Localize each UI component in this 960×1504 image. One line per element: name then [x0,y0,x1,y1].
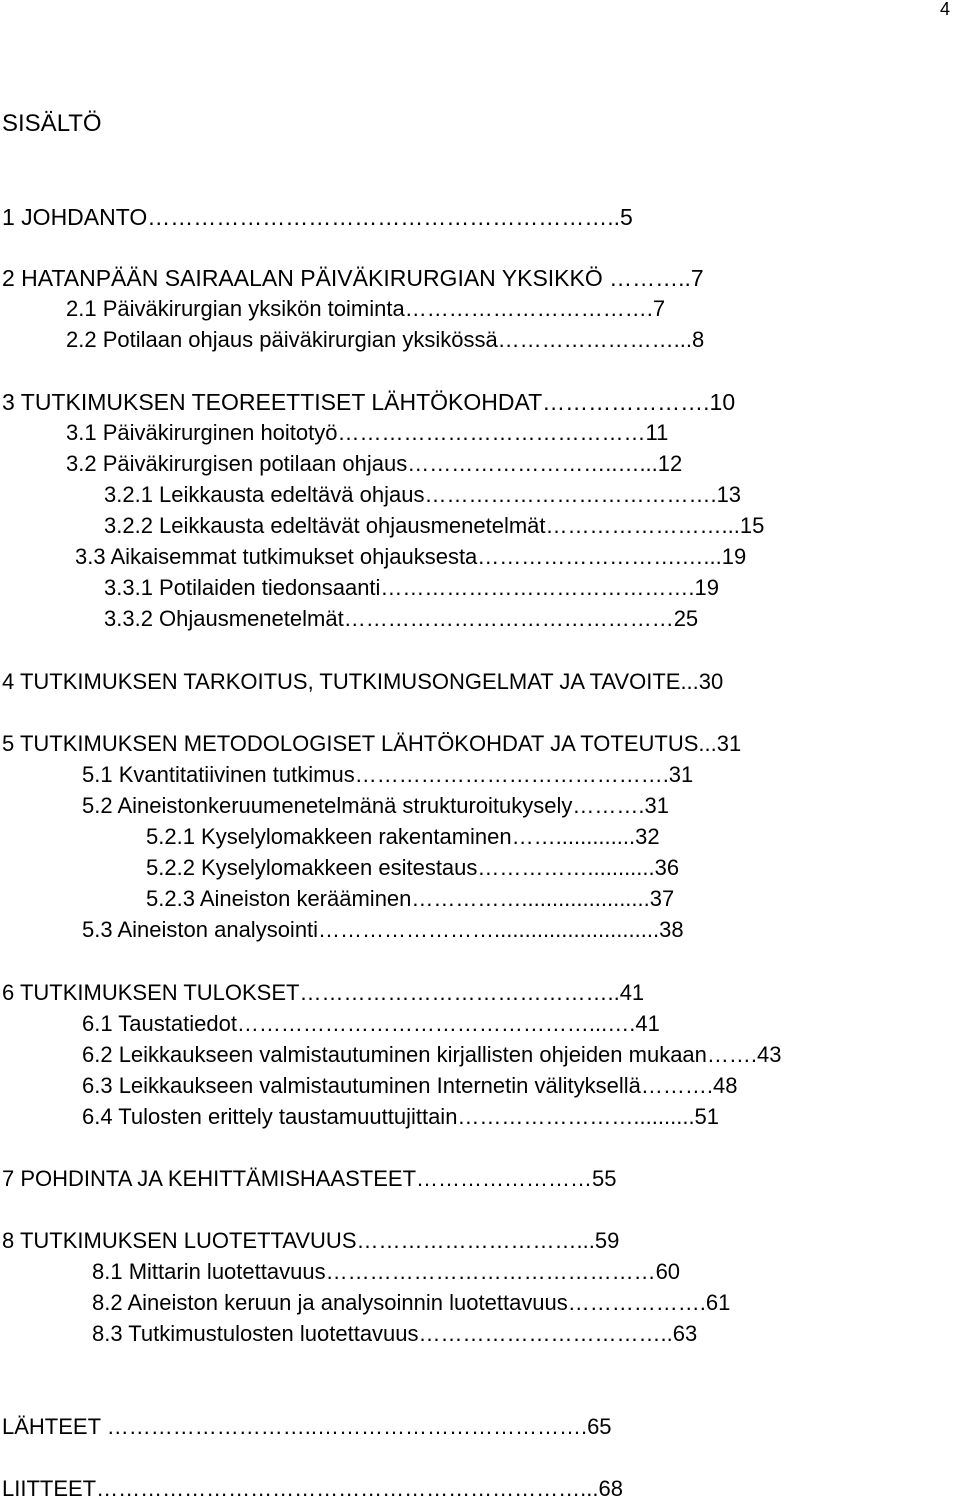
toc-entry-6-2[interactable]: 6.2 Leikkaukseen valmistautuminen kirjallisten ohjeiden mukaan…….43 [82,1042,782,1067]
toc-entry-8-1[interactable]: 8.1 Mittarin luotettavuus………………………………………60 [92,1259,681,1284]
toc-entry-5[interactable]: 5 TUTKIMUKSEN METODOLOGISET LÄHTÖKOHDAT JA TOTEUTUS...31 [2,731,742,756]
toc-entry-3-2[interactable]: 3.2 Päiväkirurgisen potilaan ohjaus………………………..…...12 [66,451,683,476]
toc-entry-5-2[interactable]: 5.2 Aineistonkeruumenetelmänä strukturoitukysely……….31 [82,793,669,818]
toc-entry-1[interactable]: 1 JOHDANTO……………………………………………………..5 [2,204,633,230]
toc-entry-3-3[interactable]: 3.3 Aikaisemmat tutkimukset ohjauksesta……………………….…...19 [75,544,747,569]
toc-entry-3-2-2[interactable]: 3.2.2 Leikkausta edeltävät ohjausmenetelmät……………………...15 [104,513,765,538]
toc-entry-6-4[interactable]: 6.4 Tulosten erittely taustamuuttujittain……………………..........51 [82,1104,720,1129]
toc-entry-2-1[interactable]: 2.1 Päiväkirurgian yksikön toiminta…………………………….7 [66,296,666,321]
toc-entry-5-2-3[interactable]: 5.2.3 Aineiston kerääminen…………….....................37 [146,886,675,911]
page-number: 4 [939,0,950,19]
toc-entry-7[interactable]: 7 POHDINTA JA KEHITTÄMISHAASTEET……………………55 [2,1166,617,1191]
toc-entry-lahteet[interactable]: LÄHTEET ………………………..……………………………….65 [2,1414,612,1439]
toc-entry-5-3[interactable]: 5.3 Aineiston analysointi……………………...........................38 [82,917,684,942]
toc-entry-3-3-2[interactable]: 3.3.2 Ohjausmenetelmät………………………………………25 [104,606,699,631]
toc-entry-3-2-1[interactable]: 3.2.1 Leikkausta edeltävä ohjaus………………………………….13 [104,482,742,507]
toc-entry-8-3[interactable]: 8.3 Tutkimustulosten luotettavuus……………………………..63 [92,1321,698,1346]
toc-entry-6-3[interactable]: 6.3 Leikkaukseen valmistautuminen Internetin välityksellä……….48 [82,1073,738,1098]
toc-entry-4[interactable]: 4 TUTKIMUKSEN TARKOITUS, TUTKIMUSONGELMAT JA TAVOITE...30 [2,669,724,694]
toc-entry-liitteet[interactable]: LIITTEET…………………………………………………………...68 [2,1476,623,1501]
toc-entry-3[interactable]: 3 TUTKIMUKSEN TEOREETTISET LÄHTÖKOHDAT………………….10 [2,389,736,415]
toc-entry-5-2-2[interactable]: 5.2.2 Kyselylomakkeen esitestaus……………...........36 [146,855,680,880]
toc-entry-5-2-1[interactable]: 5.2.1 Kyselylomakkeen rakentaminen…….............32 [146,824,660,849]
toc-entry-3-3-1[interactable]: 3.3.1 Potilaiden tiedonsaanti…………………………………….19 [104,575,720,600]
toc-entry-8[interactable]: 8 TUTKIMUKSEN LUOTETTAVUUS…………………………...59 [2,1228,620,1253]
toc-entry-6[interactable]: 6 TUTKIMUKSEN TULOKSET……………………………………..41 [2,980,645,1005]
toc-entry-2[interactable]: 2 HATANPÄÄN SAIRAALAN PÄIVÄKIRURGIAN YKSIKKÖ ………..7 [2,265,704,291]
toc-entry-3-1[interactable]: 3.1 Päiväkirurginen hoitotyö……………………………………11 [66,420,669,445]
toc-entry-2-2[interactable]: 2.2 Potilaan ohjaus päiväkirurgian yksikössä……………………...8 [66,327,705,352]
toc-entry-5-1[interactable]: 5.1 Kvantitatiivinen tutkimus…………………………………….31 [82,762,694,787]
toc-entry-6-1[interactable]: 6.1 Taustatiedot…………………………………………...….41 [82,1011,660,1036]
toc-title: SISÄLTÖ [2,110,102,137]
toc-entry-8-2[interactable]: 8.2 Aineiston keruun ja analysoinnin luotettavuus……………….61 [92,1290,731,1315]
